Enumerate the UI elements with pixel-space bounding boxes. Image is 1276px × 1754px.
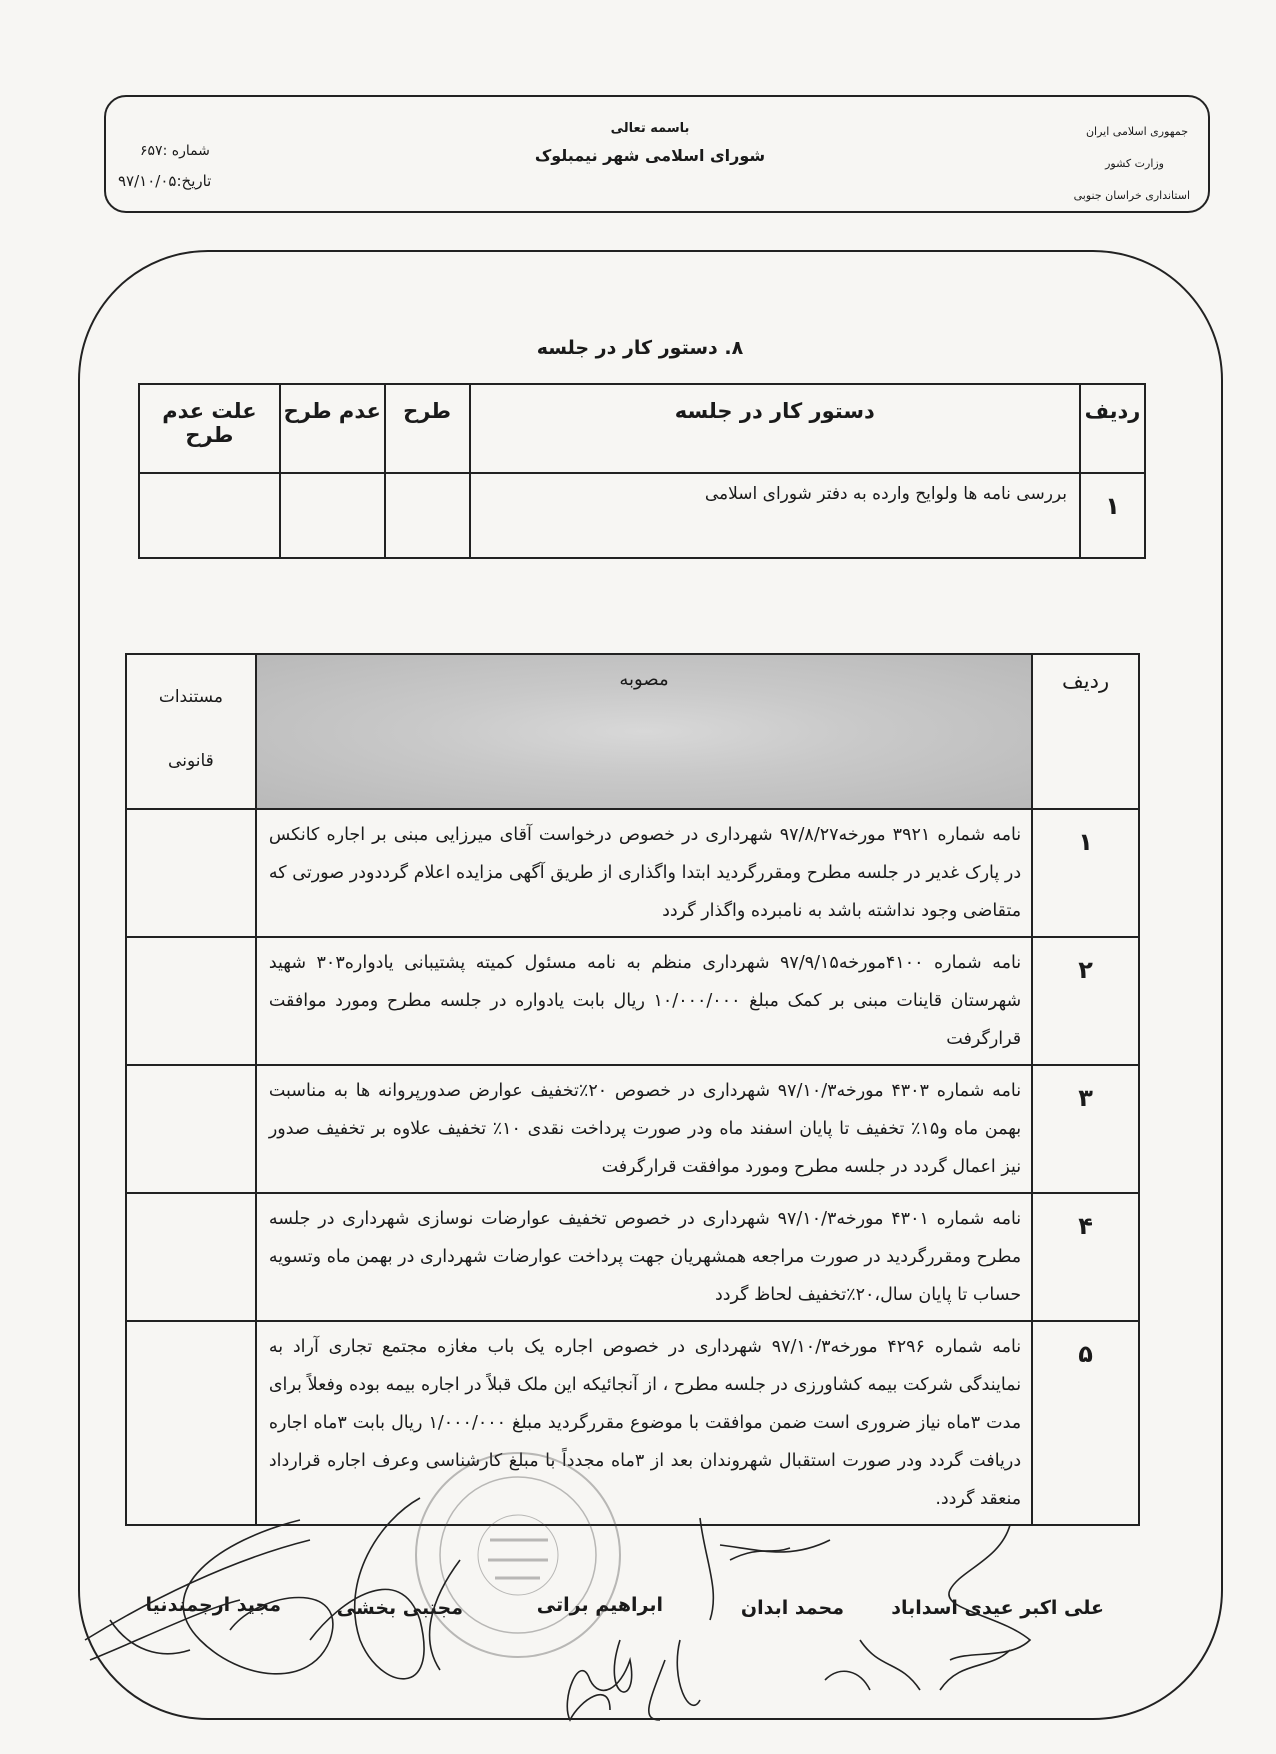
agenda-row-text: بررسی نامه ها ولوایح وارده به دفتر شورای اسلامی [470,473,1081,558]
signatory-name: ابراهیم براتی [536,1594,663,1616]
letterhead-province: استانداری خراسان جنوبی [1073,189,1190,202]
resolution-row-text: نامه شماره ۴۳۰۱ مورخه۹۷/۱۰/۳ شهرداری در خصوص تخفیف عوارضات نوسازی شهرداری در جلسه مطرح ومقررگردید در صورت مراجعه همشهریان جهت پرداخت عوارضات شهرداری در بهمن ماه وتسویه حساب تا پایان سال،۲۰٪تخفیف لحاظ گردد [256,1193,1032,1321]
letterhead-country: جمهوری اسلامی ایران [1085,125,1188,138]
council-title: شورای اسلامی شهر نیمبلوک [534,146,766,165]
letter-number-label: شماره : [162,143,210,159]
resolutions-col-resolution: مصوبه [256,654,1032,809]
agenda-col-tarh: طرح [385,384,470,473]
resolution-row-num: ۴ [1032,1193,1139,1321]
agenda-section-title: ۸. دستور کار در جلسه [536,337,744,359]
resolution-row-num: ۵ [1032,1321,1139,1525]
letterhead-ministry: وزارت کشور [1105,157,1164,170]
signatory-name: علی اکبر عیدی اسداباد [891,1597,1104,1619]
resolutions-col-legal-1: مستندات [158,687,224,707]
agenda-col-row: ردیف [1080,384,1145,473]
council-stamp [416,1453,620,1657]
agenda-col-topic: دستور کار در جلسه [470,384,1081,473]
basmala: باسمه تعالی [610,121,690,136]
resolution-row-text: نامه شماره ۴۲۹۶ مورخه۹۷/۱۰/۳ شهرداری در خصوص اجاره یک باب مغازه مجتمع تجاری آراد به نمایندگی شرکت بیمه کشاورزی در جلسه مطرح ، از آنجائیکه این ملک قبلاً در اجاره بیمه بوده وفعلاً برای مدت ۳ماه نیاز ضروری است ضمن موافقت با موضوع مقررگردید مبلغ ۱/۰۰۰/۰۰۰ ریال بابت ۳ماه اجاره دریافت گردد ودر صورت استقبال شهروندان بعد از ۳ماه مجدداً با مبلغ کارشناسی وعرف اجاره قرارداد منعقد گردد. [256,1321,1032,1525]
letter-date-label: تاریخ: [176,172,212,190]
resolution-row-text: نامه شماره ۴۳۰۳ مورخه۹۷/۱۰/۳ شهرداری در خصوص ۲۰٪تخفیف عوارض صدورپروانه ها به مناسبت بهمن ماه و۱۵٪ تخفیف تا پایان اسفند ماه ودر صورت پرداخت نقدی ۱۰٪ تخفیف علاوه بر تخفیف صدور نیز اعمال گردد در جلسه مطرح ومورد موافقت قرارگرفت [256,1065,1032,1193]
signatory-name: محمد ابدان [740,1597,844,1619]
resolution-row-text: نامه شماره ۴۱۰۰مورخه۹۷/۹/۱۵ شهرداری منظم به نامه مسئول کمیته پشتیبانی یادواره۳۰۳ شهید شهرستان قاینات مبنی بر کمک مبلغ ۱۰/۰۰۰/۰۰۰ ریال بابت یادواره در جلسه مطرح ومورد موافقت قرارگرفت [256,937,1032,1065]
resolution-row-num: ۲ [1032,937,1139,1065]
letter-number-value: ۶۵۷ [140,143,163,159]
agenda-col-reason: علت عدم طرح [139,384,280,473]
resolutions-col-legal-2: قانونی [168,751,214,771]
resolutions-col-row: ردیف [1032,654,1139,809]
agenda-col-adam-tarh: عدم طرح [280,384,385,473]
handwritten-signatures [85,1498,1030,1720]
resolution-row-num: ۳ [1032,1065,1139,1193]
signatory-name: مجتبی بخشی [336,1597,463,1619]
resolution-row-num: ۱ [1032,809,1139,937]
letter-date-value: ۹۷/۱۰/۰۵ [118,172,177,190]
signatory-name: مجید ارجمندنیا [145,1594,281,1616]
resolution-row-text: نامه شماره ۳۹۲۱ مورخه۹۷/۸/۲۷ شهرداری در خصوص درخواست آقای میرزایی مبنی بر اجاره کانکس در پارک غدیر در جلسه مطرح ومقررگردید ابتدا واگذاری از طریق آگهی مزایده اعلام گرددودر صورتی که متقاضی وجود نداشته باشد به نامبرده واگذار گردد [256,809,1032,937]
agenda-row-num: ۱ [1080,473,1145,558]
